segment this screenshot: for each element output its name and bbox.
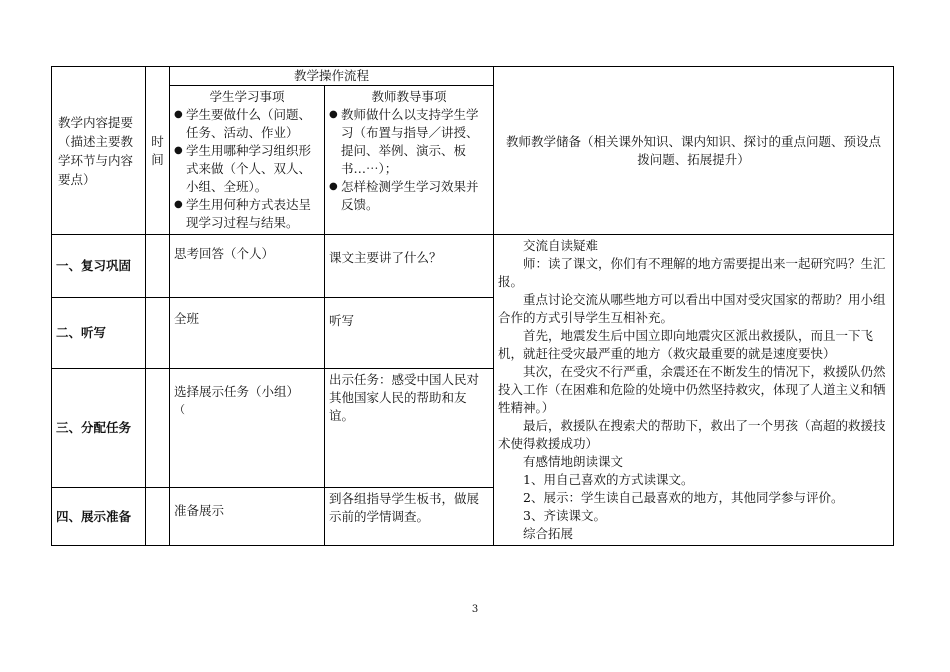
storage-line: 1、用自己喜欢的方式读课文。 bbox=[523, 472, 694, 487]
teacher-item: ● 教师做什么以支持学生学习（布置与指导／讲授、提问、举例、演示、板书…⋯）； bbox=[329, 106, 489, 178]
time-header: 时间 bbox=[146, 67, 170, 235]
section-dictation: 二、听写 bbox=[52, 297, 146, 368]
time-cell bbox=[146, 235, 170, 298]
storage-line: 重点讨论交流从哪些地方可以看出中国对受灾国家的帮助？用小组合作的方式引导学生互相补充。 bbox=[498, 292, 886, 325]
teacher-review: 课文主要讲了什么？ bbox=[325, 235, 494, 298]
storage-line: 首先，地震发生后中国立即向地震灾区派出救援队，而且一下飞机，就赶往受灾最严重的地方（救灾最重要的就是速度要快） bbox=[498, 328, 874, 361]
storage-header: 教师教学储备（相关课外知识、课内知识、探讨的重点问题、预设点拨问题、拓展提升） bbox=[494, 67, 894, 235]
process-title: 教学操作流程 bbox=[170, 67, 494, 86]
storage-line: 3、齐读课文。 bbox=[523, 508, 606, 523]
student-title: 学生学习事项 bbox=[209, 89, 285, 104]
lesson-plan-table bbox=[51, 66, 894, 546]
student-item: ● 学生要做什么（问题、任务、活动、作业） bbox=[174, 106, 320, 142]
section-prepare: 四、展示准备 bbox=[52, 488, 146, 546]
storage-line: 有感情地朗读课文 bbox=[523, 454, 624, 469]
student-assign: 选择展示任务（小组） bbox=[174, 384, 300, 400]
storage-line: 综合拓展 bbox=[523, 526, 574, 541]
section-review: 一、复习巩固 bbox=[52, 235, 146, 298]
student-assign-cell bbox=[170, 369, 325, 488]
teacher-item: ● 怎样检测学生学习效果并反馈。 bbox=[329, 178, 489, 214]
time-cell bbox=[146, 369, 170, 488]
storage-line: 2、展示：学生读自己最喜欢的地方，其他同学参与评价。 bbox=[523, 490, 844, 505]
storage-line: 师：读了课文，你们有不理解的地方需要提出来一起研究吗？生汇报。 bbox=[498, 256, 886, 289]
content-summary-header: 教学内容提要（描述主要教学环节与内容要点） bbox=[52, 67, 146, 235]
section-assign: 三、分配任务 bbox=[52, 369, 146, 488]
student-prepare: 准备展示 bbox=[170, 488, 325, 546]
teacher-dictation: 听写 bbox=[325, 297, 494, 368]
student-review: 思考回答（个人） bbox=[170, 235, 325, 298]
teacher-assign: 出示任务：感受中国人民对其他国家人民的帮助和友谊。 bbox=[325, 369, 494, 488]
teacher-header-cell bbox=[325, 86, 494, 235]
student-assign-extra: （ bbox=[174, 403, 185, 417]
storage-line: 交流自读疑难 bbox=[523, 238, 599, 253]
storage-line: 最后，救援队在搜索犬的帮助下，救出了一个男孩（高超的救援技术使得救援成功） bbox=[498, 418, 886, 451]
student-dictation: 全班 bbox=[170, 297, 325, 368]
time-cell bbox=[146, 297, 170, 368]
teacher-title: 教师教导事项 bbox=[371, 89, 447, 104]
page-number: 3 bbox=[471, 604, 479, 615]
teacher-prepare: 到各组指导学生板书，做展示前的学情调查。 bbox=[325, 488, 494, 546]
teacher-storage-cell bbox=[494, 235, 894, 546]
time-cell bbox=[146, 488, 170, 546]
student-item: ● 学生用哪种学习组织形式来做（个人、双人、小组、全班）。 bbox=[174, 142, 320, 196]
storage-line: 其次，在受灾不行严重，余震还在不断发生的情况下，救援队仍然投入工作（在困难和危险的处境中仍然坚持救灾，体现了人道主义和牺牲精神。） bbox=[498, 364, 886, 415]
student-header-cell bbox=[170, 86, 325, 235]
student-item: ● 学生用何种方式表达呈现学习过程与结果。 bbox=[174, 196, 320, 232]
